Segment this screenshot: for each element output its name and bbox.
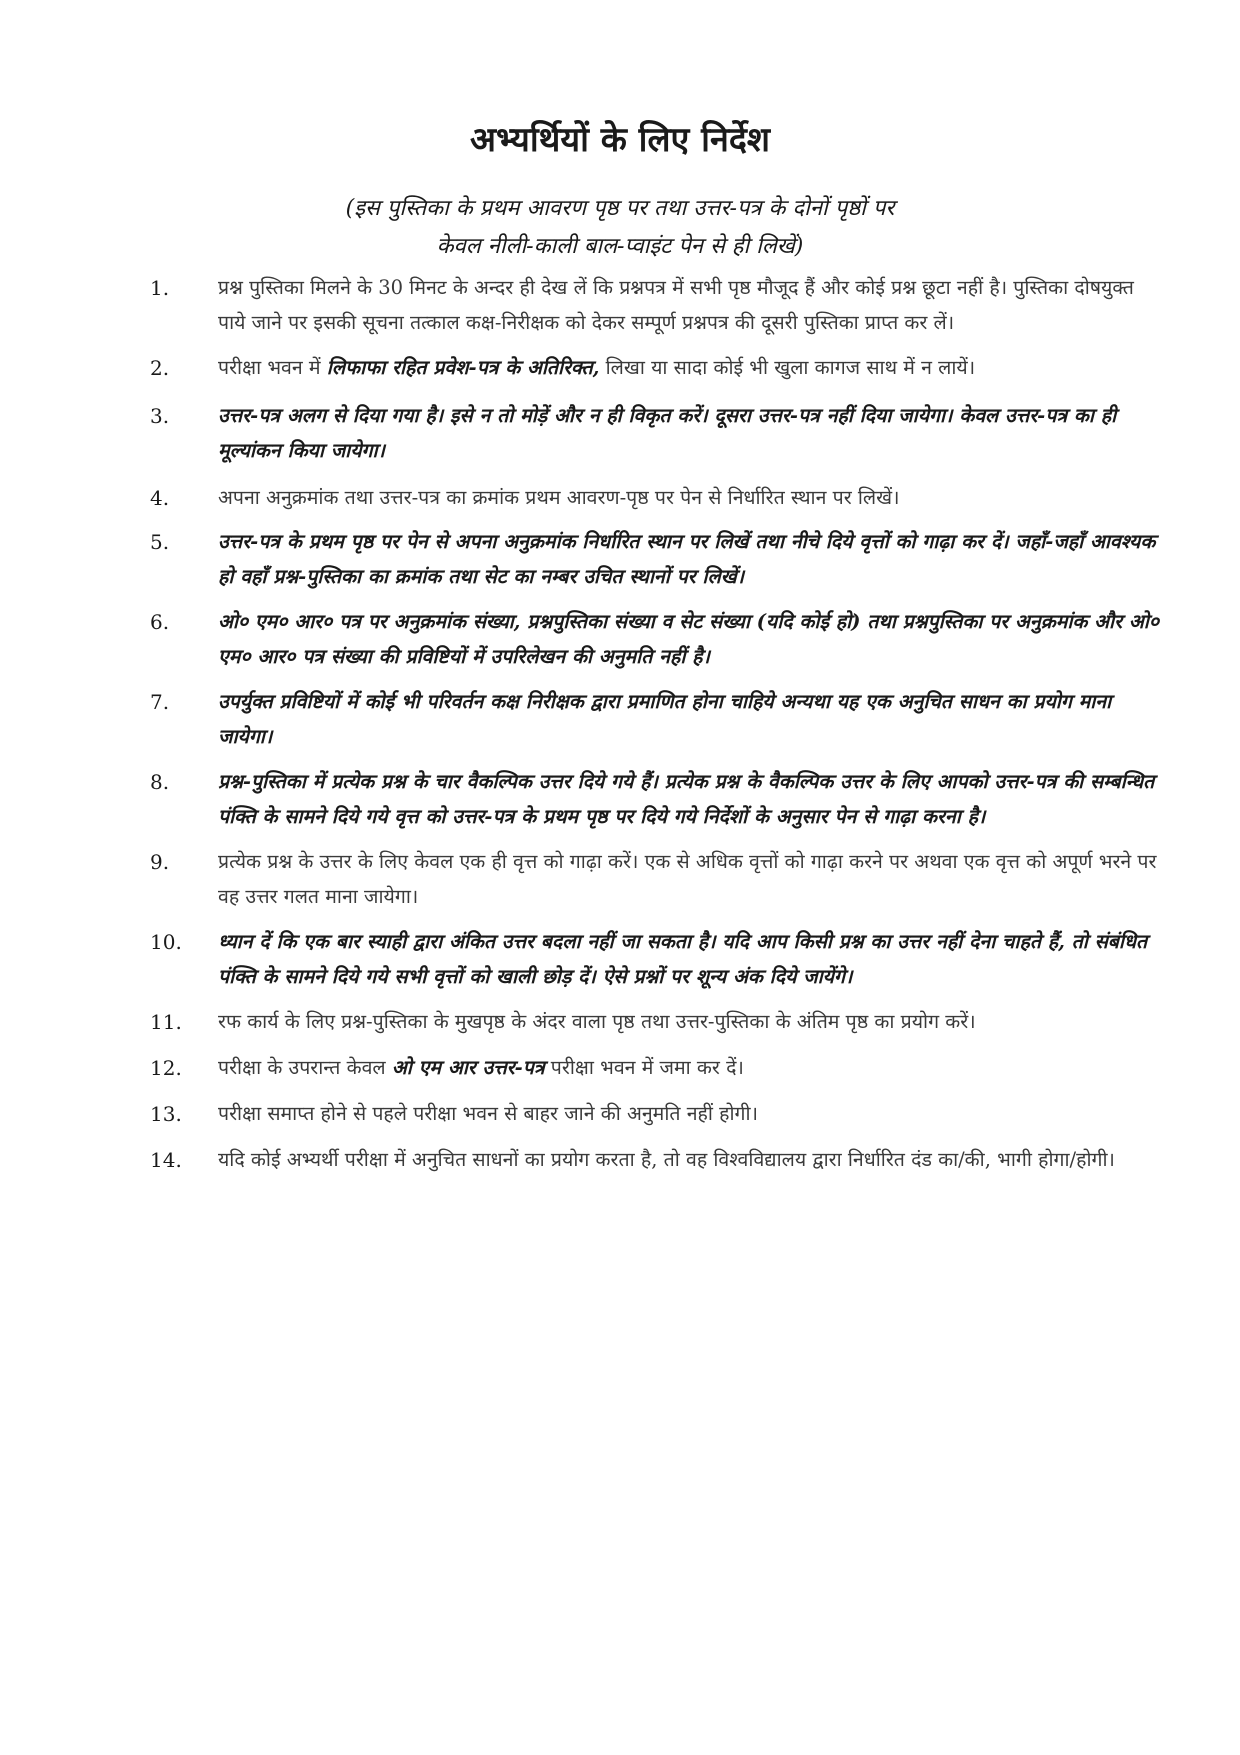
instruction-item [150, 1096, 1160, 1132]
instruction-number: 4. [150, 486, 170, 510]
instruction-text: परीक्षा समाप्त होने से पहले परीक्षा भवन से बाहर जाने की अनुमति नहीं होगी। [218, 1102, 758, 1125]
page-title: अभ्यर्थियों के लिए निर्देश [469, 120, 771, 160]
instruction-item [150, 270, 1160, 340]
instruction-text: अपना अनुक्रमांक तथा उत्तर-पत्र का क्रमांक प्रथम आवरण-पृष्ठ पर पेन से निर्धारित स्थान पर लिखें। [218, 486, 900, 509]
instruction-text: रफ कार्य के लिए प्रश्न-पुस्तिका के मुखपृष्ठ के अंदर वाला पृष्ठ तथा उत्तर-पुस्तिका के अंतिम पृष्ठ का प्रयोग करें। [218, 1010, 976, 1033]
instruction-text: प्रत्येक प्रश्न के उत्तर के लिए केवल एक ही वृत्त को गाढ़ा करें। एक से अधिक वृत्तों को गाढ़ा करने पर अथवा एक वृत्त को अपूर्ण भरने पर वह उत्तर गलत माना जायेगा। [218, 850, 1157, 908]
instruction-item [150, 844, 1160, 914]
instruction-item [150, 684, 1160, 754]
instruction-number: 8. [150, 770, 170, 794]
instruction-text-part: परीक्षा के उपरान्त केवल [218, 1056, 392, 1079]
instruction-text: यदि कोई अभ्यर्थी परीक्षा में अनुचित साधनों का प्रयोग करता है, तो वह विश्वविद्यालय द्वारा निर्धारित दंड का/की, भागी होगा/होगी। [218, 1148, 1115, 1171]
instruction-number: 9. [150, 850, 170, 874]
instruction-text-part: परीक्षा भवन में [218, 356, 327, 379]
instruction-text: प्रश्न-पुस्तिका में प्रत्येक प्रश्न के चार वैकल्पिक उत्तर दिये गये हैं। प्रत्येक प्रश्न के वैकल्पिक उत्तर के लिए आपको उत्तर-पत्र की सम्बन्धित पंक्ति के सामने दिये गये वृत्त को उत्तर-पत्र के प्रथम पृष्ठ पर दिये गये निर्देशों के अनुसार पेन से गाढ़ा करना है। [218, 770, 1155, 828]
instruction-item [150, 924, 1160, 994]
instruction-number: 10. [150, 930, 182, 954]
instruction-text: उत्तर-पत्र के प्रथम पृष्ठ पर पेन से अपना अनुक्रमांक निर्धारित स्थान पर लिखें तथा नीचे दिये वृत्तों को गाढ़ा कर दें। जहाँ-जहाँ आवश्यक हो वहाँ प्रश्न-पुस्तिका का क्रमांक तथा सेट का नम्बर उचित स्थानों पर लिखें। [218, 530, 1156, 588]
subtitle-line-2: केवल नीली-काली बाल-प्वाइंट पेन से ही लिखें) [436, 234, 804, 259]
instruction-text: उत्तर-पत्र अलग से दिया गया है। इसे न तो मोड़ें और न ही विकृत करें। दूसरा उत्तर-पत्र नहीं दिया जायेगा। केवल उत्तर-पत्र का ही मूल्यांकन किया जायेगा। [218, 404, 1117, 462]
instruction-number: 5. [150, 530, 170, 554]
page-subtitle [0, 190, 1240, 266]
instruction-number: 2. [150, 356, 170, 380]
instruction-number: 12. [150, 1056, 182, 1080]
instruction-item [150, 350, 1160, 386]
instruction-item [150, 398, 1160, 468]
instruction-item [150, 524, 1160, 594]
instruction-text [218, 1050, 1160, 1085]
instruction-text-emphasis: ओ एम आर उत्तर-पत्र [391, 1056, 545, 1079]
instruction-text-emphasis: लिफाफा रहित प्रवेश-पत्र के अतिरिक्त, [326, 356, 600, 379]
instruction-number: 3. [150, 404, 170, 428]
instruction-number: 1. [150, 276, 170, 300]
instruction-item [150, 1004, 1160, 1040]
instruction-text [218, 350, 1160, 385]
instruction-item [150, 1050, 1160, 1086]
instruction-item [150, 1142, 1160, 1178]
instruction-item [150, 764, 1160, 834]
instruction-list [150, 270, 1160, 1178]
instruction-item [150, 604, 1160, 674]
instruction-text: ओ० एम० आर० पत्र पर अनुक्रमांक संख्या, प्रश्नपुस्तिका संख्या व सेट संख्या (यदि कोई हो) तथा प्रश्नपुस्तिका पर अनुक्रमांक और ओ० एम० आर० पत्र संख्या की प्रविष्टियों में उपरिलेखन की अनुमति नहीं है। [218, 610, 1159, 668]
instruction-text: उपर्युक्त प्रविष्टियों में कोई भी परिवर्तन कक्ष निरीक्षक द्वारा प्रमाणित होना चाहिये अन्यथा यह एक अनुचित साधन का प्रयोग माना जायेगा। [218, 690, 1112, 748]
instruction-number: 7. [150, 690, 170, 714]
instruction-text-part: लिखा या सादा कोई भी खुला कागज साथ में न लायें। [599, 356, 976, 379]
instruction-item [150, 480, 1160, 516]
instruction-number: 13. [150, 1102, 182, 1126]
instruction-number: 14. [150, 1148, 182, 1172]
subtitle-line-1: (इस पुस्तिका के प्रथम आवरण पृष्ठ पर तथा उत्तर-पत्र के दोनों पृष्ठों पर [345, 196, 895, 221]
instruction-text: ध्यान दें कि एक बार स्याही द्वारा अंकित उत्तर बदला नहीं जा सकता है। यदि आप किसी प्रश्न का उत्तर नहीं देना चाहते हैं, तो संबंधित पंक्ति के सामने दिये गये सभी वृत्तों को खाली छोड़ दें। ऐसे प्रश्नों पर शून्य अंक दिये जायेंगे। [218, 930, 1148, 988]
instruction-number: 11. [150, 1010, 182, 1034]
instruction-number: 6. [150, 610, 170, 634]
instruction-text-part: परीक्षा भवन में जमा कर दें। [544, 1056, 744, 1079]
instruction-text: प्रश्न पुस्तिका मिलने के 30 मिनट के अन्दर ही देख लें कि प्रश्नपत्र में सभी पृष्ठ मौजूद हैं और कोई प्रश्न छूटा नहीं है। पुस्तिका दोषयुक्त पाये जाने पर इसकी सूचना तत्काल कक्ष-निरीक्षक को देकर सम्पूर्ण प्रश्नपत्र की दूसरी पुस्तिका प्राप्त कर लें। [218, 276, 1134, 334]
